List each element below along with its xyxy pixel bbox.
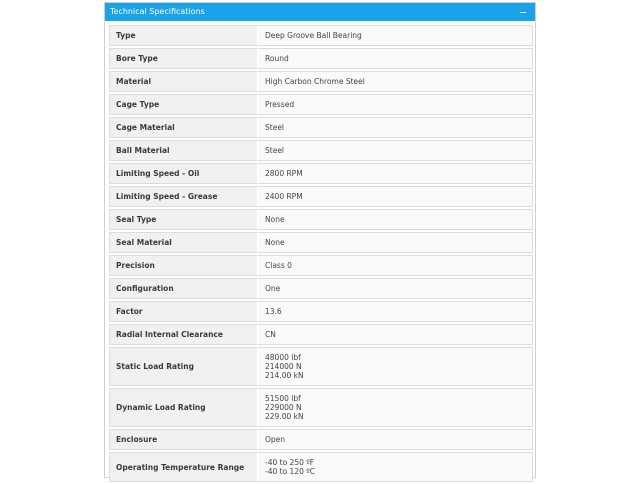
spec-value-line: Open [265, 435, 286, 444]
spec-value [257, 94, 533, 115]
spec-value-line: None [265, 238, 285, 247]
spec-label: Bore Type [109, 48, 257, 69]
spec-value-line: Deep Groove Ball Bearing [265, 31, 362, 40]
spec-row [109, 25, 533, 46]
spec-value [257, 140, 533, 161]
spec-label: Ball Material [109, 140, 257, 161]
spec-value [257, 71, 533, 92]
spec-value-line: Round [265, 54, 289, 63]
spec-value [257, 278, 533, 299]
spec-label: Type [109, 25, 257, 46]
spec-label: Precision [109, 255, 257, 276]
spec-label: Cage Type [109, 94, 257, 115]
spec-label: Seal Material [109, 232, 257, 253]
spec-value [257, 48, 533, 69]
spec-row [109, 232, 533, 253]
spec-value [257, 209, 533, 230]
spec-value-line: Pressed [265, 100, 295, 109]
spec-value-line: -40 to 120 ºC [265, 467, 316, 476]
spec-value [257, 117, 533, 138]
spec-value [257, 186, 533, 207]
spec-value-line: 2800 RPM [265, 169, 303, 178]
spec-row [109, 278, 533, 299]
spec-row [109, 255, 533, 276]
spec-label: Limiting Speed - Oil [109, 163, 257, 184]
spec-row [109, 429, 533, 450]
spec-value [257, 452, 533, 482]
spec-value-line: Steel [265, 146, 285, 155]
spec-value-line: 214000 N [265, 362, 302, 371]
spec-row [109, 117, 533, 138]
spec-label: Dynamic Load Rating [109, 388, 257, 427]
spec-label: Operating Temperature Range [109, 452, 257, 482]
spec-row [109, 388, 533, 427]
technical-specifications-panel [104, 2, 536, 478]
spec-value [257, 25, 533, 46]
spec-value [257, 429, 533, 450]
spec-row [109, 452, 533, 482]
spec-value-line: 229.00 kN [265, 412, 304, 421]
spec-row [109, 94, 533, 115]
spec-label: Seal Type [109, 209, 257, 230]
spec-label: Static Load Rating [109, 347, 257, 386]
spec-row [109, 186, 533, 207]
spec-label: Factor [109, 301, 257, 322]
spec-row [109, 347, 533, 386]
spec-value-line: One [265, 284, 281, 293]
spec-row [109, 140, 533, 161]
spec-value-line: 229000 N [265, 403, 302, 412]
spec-value [257, 324, 533, 345]
spec-label: Radial Internal Clearance [109, 324, 257, 345]
spec-value [257, 163, 533, 184]
panel-header[interactable] [105, 3, 535, 21]
spec-label: Material [109, 71, 257, 92]
spec-value-line: CN [265, 330, 276, 339]
spec-row [109, 301, 533, 322]
spec-value-line: 48000 lbf [265, 353, 301, 362]
spec-row [109, 71, 533, 92]
collapse-icon[interactable] [517, 6, 529, 18]
spec-value-line: 51500 lbf [265, 394, 301, 403]
spec-label: Enclosure [109, 429, 257, 450]
spec-value-line: High Carbon Chrome Steel [265, 77, 365, 86]
spec-value-line: 214.00 kN [265, 371, 304, 380]
spec-value [257, 255, 533, 276]
spec-value-line: None [265, 215, 285, 224]
spec-value-line: Class 0 [265, 261, 292, 270]
spec-label: Cage Material [109, 117, 257, 138]
spec-value-line: 2400 RPM [265, 192, 303, 201]
spec-value [257, 232, 533, 253]
spec-row [109, 163, 533, 184]
spec-label: Limiting Speed - Grease [109, 186, 257, 207]
spec-label: Configuration [109, 278, 257, 299]
spec-row [109, 324, 533, 345]
spec-value [257, 301, 533, 322]
spec-value-line: 13.6 [265, 307, 282, 316]
spec-value [257, 388, 533, 427]
spec-value-line: Steel [265, 123, 285, 132]
spec-row [109, 48, 533, 69]
spec-row [109, 209, 533, 230]
spec-value [257, 347, 533, 386]
spec-value-line: -40 to 250 ºF [265, 458, 315, 467]
panel-title: Technical Specifications [110, 7, 205, 16]
spec-table [109, 23, 533, 484]
